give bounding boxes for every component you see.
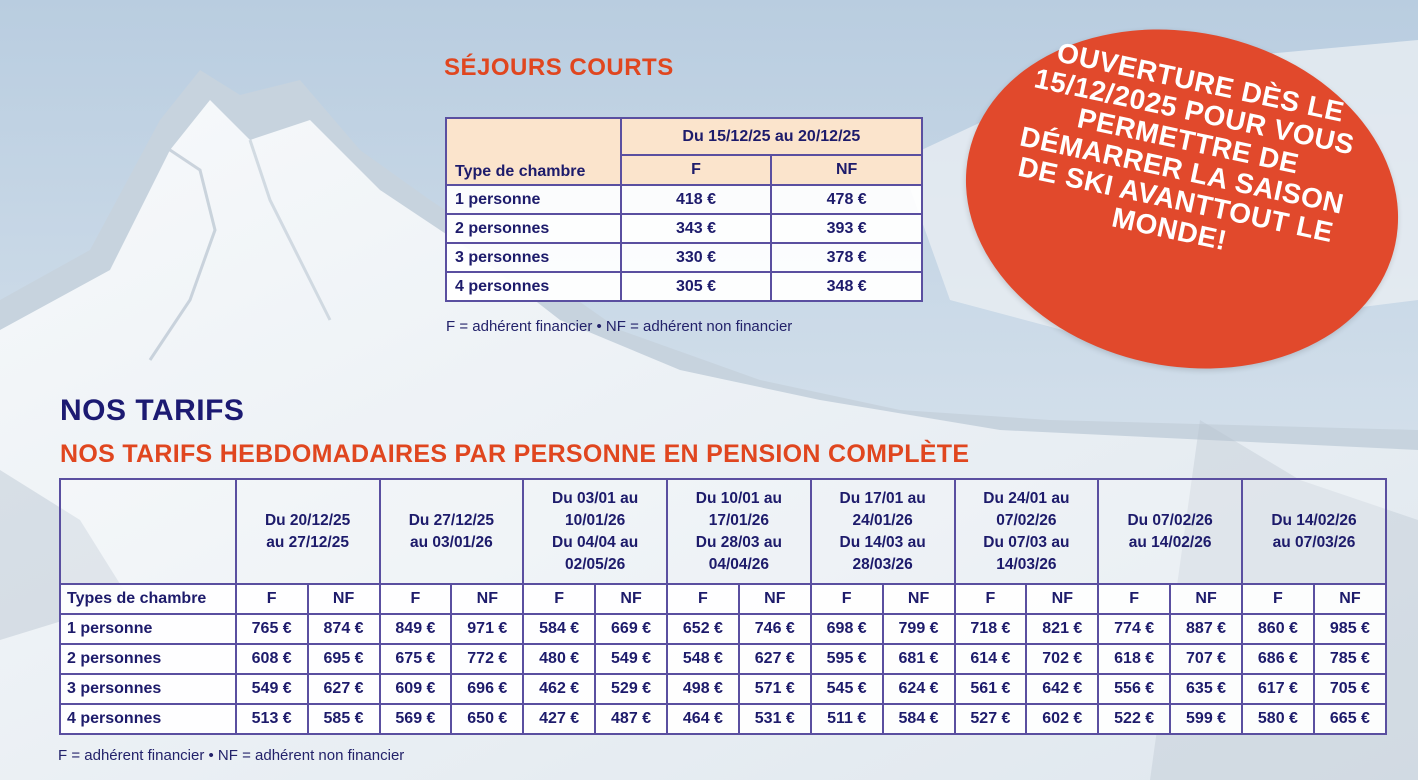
price-f: 513 € [236, 704, 308, 734]
price-f: 527 € [955, 704, 1027, 734]
price-f: 765 € [236, 614, 308, 644]
price-f: 849 € [380, 614, 452, 644]
f-column-header: F [955, 584, 1027, 614]
nf-column-header: NF [308, 584, 380, 614]
price-f: 595 € [811, 644, 883, 674]
price-nf: 971 € [451, 614, 523, 644]
room-type-label: 1 personne [60, 614, 236, 644]
price-nf: 702 € [1026, 644, 1098, 674]
price-f: 498 € [667, 674, 739, 704]
weekly-rates-subtitle: NOS TARIFS HEBDOMADAIRES PAR PERSONNE EN PENSION COMPLÈTE [60, 440, 970, 468]
f-column-header: F [667, 584, 739, 614]
price-nf: 478 € [771, 185, 922, 214]
room-type-label: 2 personnes [60, 644, 236, 674]
price-f: 556 € [1098, 674, 1170, 704]
room-type-label: 3 personnes [446, 243, 621, 272]
weekly-footnote: F = adhérent financier • NF = adhérent non financier [58, 747, 405, 764]
period-header: Du 27/12/25 au 03/01/26 [380, 479, 524, 584]
price-nf: 348 € [771, 272, 922, 301]
room-type-label: 1 personne [446, 185, 621, 214]
nf-column-header: NF [1170, 584, 1242, 614]
price-f: 330 € [621, 243, 772, 272]
price-nf: 772 € [451, 644, 523, 674]
price-f: 343 € [621, 214, 772, 243]
price-f: 305 € [621, 272, 772, 301]
price-nf: 696 € [451, 674, 523, 704]
price-nf: 585 € [308, 704, 380, 734]
price-nf: 549 € [595, 644, 667, 674]
price-f: 609 € [380, 674, 452, 704]
price-f: 549 € [236, 674, 308, 704]
f-column-header: F [1098, 584, 1170, 614]
price-nf: 393 € [771, 214, 922, 243]
price-nf: 887 € [1170, 614, 1242, 644]
price-nf: 627 € [739, 644, 811, 674]
price-nf: 695 € [308, 644, 380, 674]
rates-title: NOS TARIFS [60, 394, 245, 427]
opening-promo-text: OUVERTURE DÈS LE 15/12/2025 POUR VOUS PERMETTRE DE DÉMARRER LA SAISON DE SKI AVANTTOUT LE MONDE! [1015, 36, 1358, 257]
price-nf: 874 € [308, 614, 380, 644]
table-row [446, 185, 922, 214]
price-nf: 599 € [1170, 704, 1242, 734]
price-nf: 707 € [1170, 644, 1242, 674]
price-f: 480 € [523, 644, 595, 674]
nf-column-header: NF [1314, 584, 1386, 614]
room-type-label: 2 personnes [446, 214, 621, 243]
period-header: Du 20/12/25 au 27/12/25 [236, 479, 380, 584]
table-row [60, 644, 1386, 674]
price-f: 511 € [811, 704, 883, 734]
price-nf: 746 € [739, 614, 811, 644]
nf-column-header: NF [451, 584, 523, 614]
nf-column-header: NF [595, 584, 667, 614]
price-f: 617 € [1242, 674, 1314, 704]
room-type-label: 4 personnes [60, 704, 236, 734]
f-column-header: F [811, 584, 883, 614]
weekly-corner-cell [60, 479, 236, 584]
price-nf: 529 € [595, 674, 667, 704]
short-stays-footnote: F = adhérent financier • NF = adhérent non financier [446, 318, 793, 335]
price-f: 618 € [1098, 644, 1170, 674]
price-f: 569 € [380, 704, 452, 734]
price-f: 418 € [621, 185, 772, 214]
price-f: 427 € [523, 704, 595, 734]
price-nf: 665 € [1314, 704, 1386, 734]
f-column-header: F [523, 584, 595, 614]
price-nf: 635 € [1170, 674, 1242, 704]
price-f: 462 € [523, 674, 595, 704]
room-type-label: 3 personnes [60, 674, 236, 704]
table-row [60, 674, 1386, 704]
period-header: Du 17/01 au 24/01/26 Du 14/03 au 28/03/26 [811, 479, 955, 584]
price-nf: 650 € [451, 704, 523, 734]
price-nf: 571 € [739, 674, 811, 704]
price-nf: 669 € [595, 614, 667, 644]
price-f: 584 € [523, 614, 595, 644]
period-header: Du 10/01 au 17/01/26 Du 28/03 au 04/04/26 [667, 479, 811, 584]
period-header: Du 14/02/26 au 07/03/26 [1242, 479, 1386, 584]
price-f: 464 € [667, 704, 739, 734]
price-nf: 705 € [1314, 674, 1386, 704]
price-f: 561 € [955, 674, 1027, 704]
short-stays-f-header: F [621, 155, 772, 185]
price-nf: 627 € [308, 674, 380, 704]
nf-column-header: NF [1026, 584, 1098, 614]
table-row [446, 214, 922, 243]
weekly-rates-table [59, 478, 1387, 735]
price-nf: 681 € [883, 644, 955, 674]
price-f: 774 € [1098, 614, 1170, 644]
price-f: 675 € [380, 644, 452, 674]
nf-column-header: NF [883, 584, 955, 614]
price-nf: 531 € [739, 704, 811, 734]
price-f: 614 € [955, 644, 1027, 674]
price-f: 548 € [667, 644, 739, 674]
f-column-header: F [380, 584, 452, 614]
period-header: Du 03/01 au 10/01/26 Du 04/04 au 02/05/26 [523, 479, 667, 584]
price-f: 718 € [955, 614, 1027, 644]
price-nf: 642 € [1026, 674, 1098, 704]
price-nf: 799 € [883, 614, 955, 644]
room-type-label: 4 personnes [446, 272, 621, 301]
short-stays-type-header: Type de chambre [446, 118, 621, 185]
table-row [446, 272, 922, 301]
table-row [446, 243, 922, 272]
price-f: 686 € [1242, 644, 1314, 674]
period-header: Du 24/01 au 07/02/26 Du 07/03 au 14/03/26 [955, 479, 1099, 584]
short-stays-period-header: Du 15/12/25 au 20/12/25 [621, 118, 922, 155]
price-nf: 584 € [883, 704, 955, 734]
price-f: 522 € [1098, 704, 1170, 734]
price-f: 580 € [1242, 704, 1314, 734]
price-f: 698 € [811, 614, 883, 644]
short-stays-title: SÉJOURS COURTS [444, 54, 674, 81]
price-nf: 785 € [1314, 644, 1386, 674]
price-nf: 985 € [1314, 614, 1386, 644]
price-nf: 487 € [595, 704, 667, 734]
price-f: 860 € [1242, 614, 1314, 644]
short-stays-nf-header: NF [771, 155, 922, 185]
price-nf: 624 € [883, 674, 955, 704]
table-row [60, 704, 1386, 734]
nf-column-header: NF [739, 584, 811, 614]
period-header: Du 07/02/26 au 14/02/26 [1098, 479, 1242, 584]
price-nf: 821 € [1026, 614, 1098, 644]
f-column-header: F [1242, 584, 1314, 614]
price-f: 608 € [236, 644, 308, 674]
table-row [60, 614, 1386, 644]
weekly-type-header: Types de chambre [60, 584, 236, 614]
short-stays-table [445, 117, 923, 302]
price-f: 652 € [667, 614, 739, 644]
price-nf: 602 € [1026, 704, 1098, 734]
f-column-header: F [236, 584, 308, 614]
price-f: 545 € [811, 674, 883, 704]
price-nf: 378 € [771, 243, 922, 272]
